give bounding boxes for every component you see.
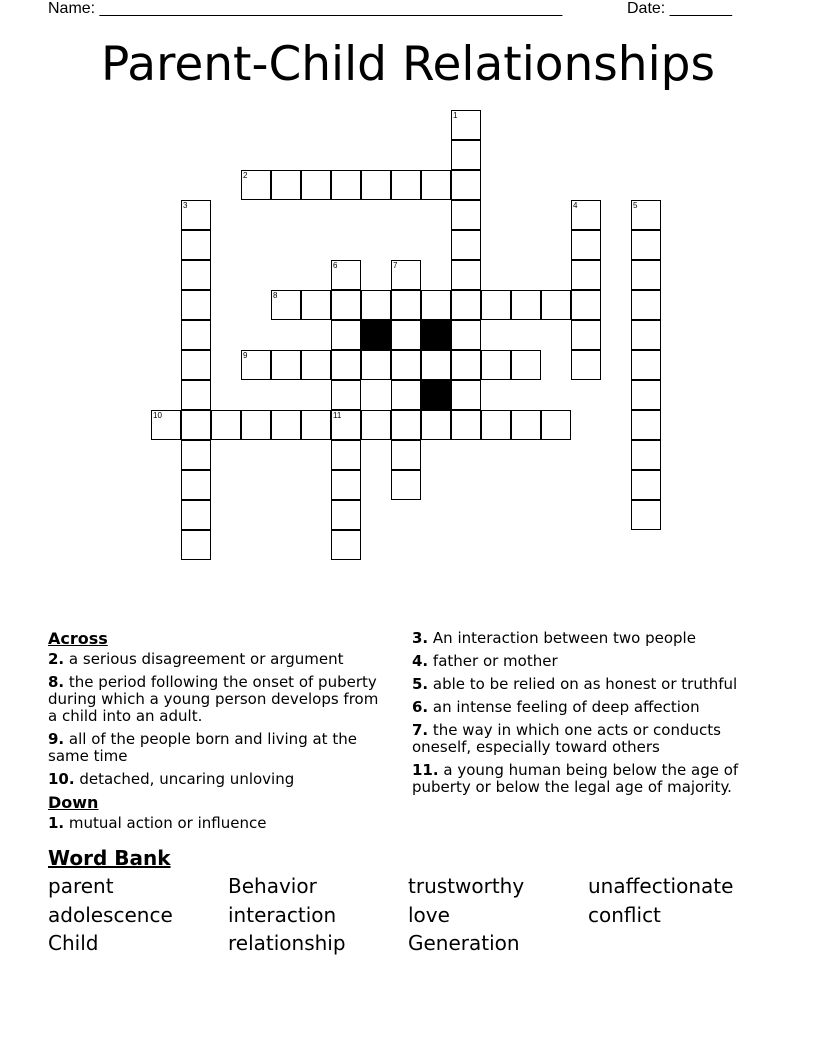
crossword-cell[interactable] bbox=[181, 380, 211, 410]
clue-number: 2 bbox=[243, 171, 248, 180]
crossword-cell[interactable] bbox=[301, 350, 331, 380]
crossword-cell[interactable] bbox=[391, 350, 421, 380]
crossword-cell[interactable] bbox=[571, 260, 601, 290]
crossword-cell[interactable] bbox=[271, 350, 301, 380]
crossword-cell[interactable] bbox=[451, 140, 481, 170]
crossword-cell[interactable] bbox=[571, 290, 601, 320]
word-bank-title: Word Bank bbox=[48, 846, 171, 870]
clue-down-11: 11. a young human being below the age of puberty or below the legal age of majority. bbox=[412, 761, 739, 796]
crossword-cell[interactable] bbox=[451, 350, 481, 380]
across-heading: Across bbox=[48, 629, 108, 648]
word-bank-item: Child bbox=[48, 931, 99, 955]
crossword-cell[interactable] bbox=[421, 350, 451, 380]
clue-number: 3 bbox=[183, 201, 188, 210]
crossword-cell[interactable] bbox=[361, 410, 391, 440]
crossword-cell[interactable] bbox=[421, 170, 451, 200]
crossword-cell[interactable] bbox=[451, 170, 481, 200]
crossword-cell[interactable] bbox=[181, 290, 211, 320]
word-bank-item: parent bbox=[48, 874, 114, 898]
clue-across-9: 9. all of the people born and living at the same time bbox=[48, 730, 357, 765]
crossword-cell[interactable] bbox=[541, 290, 571, 320]
crossword-cell[interactable] bbox=[451, 290, 481, 320]
crossword-cell[interactable] bbox=[631, 410, 661, 440]
crossword-cell[interactable] bbox=[241, 410, 271, 440]
crossword-cell[interactable] bbox=[631, 260, 661, 290]
crossword-cell[interactable] bbox=[631, 380, 661, 410]
clue-across-10: 10. detached, uncaring unloving bbox=[48, 770, 295, 788]
crossword-cell[interactable] bbox=[451, 410, 481, 440]
crossword-cell[interactable] bbox=[331, 320, 361, 350]
crossword-cell[interactable] bbox=[181, 530, 211, 560]
crossword-cell[interactable] bbox=[631, 500, 661, 530]
crossword-cell[interactable] bbox=[361, 290, 391, 320]
crossword-cell[interactable] bbox=[511, 410, 541, 440]
crossword-cell[interactable] bbox=[331, 350, 361, 380]
crossword-cell[interactable] bbox=[271, 170, 301, 200]
clue-across-8: 8. the period following the onset of puberty during which a young person develops from a child into an adult. bbox=[48, 673, 379, 725]
crossword-cell[interactable] bbox=[271, 410, 301, 440]
crossword-cell[interactable] bbox=[511, 350, 541, 380]
clue-down-7: 7. the way in which one acts or conducts oneself, especially toward others bbox=[412, 721, 721, 756]
crossword-cell[interactable] bbox=[181, 350, 211, 380]
clue-number: 7 bbox=[393, 261, 398, 270]
clue-number: 6 bbox=[333, 261, 338, 270]
crossword-cell[interactable] bbox=[331, 380, 361, 410]
down-heading: Down bbox=[48, 793, 99, 812]
word-bank-item: Behavior bbox=[228, 874, 317, 898]
crossword-cell[interactable] bbox=[481, 290, 511, 320]
crossword-cell[interactable] bbox=[391, 440, 421, 470]
crossword-cell[interactable] bbox=[181, 260, 211, 290]
crossword-block-cell bbox=[361, 320, 391, 350]
crossword-block-cell bbox=[421, 380, 451, 410]
name-field-label: Name: ____________________________________________________ bbox=[48, 0, 563, 17]
crossword-cell[interactable] bbox=[631, 230, 661, 260]
crossword-cell[interactable] bbox=[361, 350, 391, 380]
clues-column-right bbox=[412, 630, 767, 802]
crossword-cell[interactable] bbox=[331, 440, 361, 470]
word-bank-item: love bbox=[408, 903, 450, 927]
crossword-cell[interactable] bbox=[181, 320, 211, 350]
clue-number: 1 bbox=[453, 111, 458, 120]
clues-column-left bbox=[48, 630, 388, 838]
clue-number: 8 bbox=[273, 291, 278, 300]
crossword-cell[interactable] bbox=[331, 290, 361, 320]
crossword-cell[interactable] bbox=[421, 410, 451, 440]
date-field-label: Date: _______ bbox=[627, 0, 732, 17]
word-bank-item: adolescence bbox=[48, 903, 173, 927]
crossword-cell[interactable] bbox=[631, 350, 661, 380]
clue-number: 5 bbox=[633, 201, 638, 210]
crossword-cell[interactable] bbox=[301, 410, 331, 440]
crossword-cell[interactable] bbox=[391, 320, 421, 350]
clue-number: 11 bbox=[333, 411, 342, 420]
crossword-cell[interactable] bbox=[511, 290, 541, 320]
crossword-cell[interactable] bbox=[331, 500, 361, 530]
crossword-cell[interactable] bbox=[391, 170, 421, 200]
clue-number: 10 bbox=[153, 411, 162, 420]
crossword-cell[interactable] bbox=[331, 170, 361, 200]
crossword-cell[interactable] bbox=[451, 230, 481, 260]
clue-number: 9 bbox=[243, 351, 248, 360]
crossword-cell[interactable] bbox=[631, 470, 661, 500]
crossword-cell[interactable] bbox=[481, 410, 511, 440]
crossword-cell[interactable] bbox=[301, 290, 331, 320]
crossword-cell[interactable] bbox=[631, 320, 661, 350]
word-bank-item: unaffectionate bbox=[588, 874, 734, 898]
clue-across-2: 2. a serious disagreement or argument bbox=[48, 650, 344, 668]
clue-down-3: 3. An interaction between two people bbox=[412, 629, 696, 647]
crossword-cell[interactable] bbox=[331, 530, 361, 560]
word-bank-item: conflict bbox=[588, 903, 661, 927]
crossword-cell[interactable] bbox=[631, 440, 661, 470]
crossword-cell[interactable] bbox=[181, 500, 211, 530]
crossword-cell[interactable] bbox=[181, 230, 211, 260]
crossword-cell[interactable] bbox=[391, 290, 421, 320]
crossword-cell[interactable] bbox=[541, 410, 571, 440]
clue-down-1: 1. mutual action or influence bbox=[48, 814, 267, 832]
crossword-cell[interactable] bbox=[451, 320, 481, 350]
crossword-cell[interactable] bbox=[181, 440, 211, 470]
clue-down-4: 4. father or mother bbox=[412, 652, 558, 670]
crossword-cell[interactable] bbox=[421, 290, 451, 320]
crossword-cell[interactable] bbox=[391, 470, 421, 500]
crossword-cell[interactable] bbox=[331, 470, 361, 500]
word-bank-item: trustworthy bbox=[408, 874, 525, 898]
crossword-cell[interactable] bbox=[631, 290, 661, 320]
word-bank-item: relationship bbox=[228, 931, 346, 955]
word-bank-item: Generation bbox=[408, 931, 520, 955]
crossword-cell[interactable] bbox=[451, 200, 481, 230]
clue-number: 4 bbox=[573, 201, 578, 210]
crossword-cell[interactable] bbox=[301, 170, 331, 200]
crossword-cell[interactable] bbox=[451, 260, 481, 290]
crossword-cell[interactable] bbox=[391, 410, 421, 440]
crossword-cell[interactable] bbox=[481, 350, 511, 380]
crossword-block-cell bbox=[421, 320, 451, 350]
crossword-cell[interactable] bbox=[181, 410, 211, 440]
clue-down-6: 6. an intense feeling of deep affection bbox=[412, 698, 700, 716]
crossword-cell[interactable] bbox=[181, 470, 211, 500]
crossword-cell[interactable] bbox=[451, 380, 481, 410]
page-title: Parent-Child Relationships bbox=[101, 37, 715, 92]
crossword-cell[interactable] bbox=[571, 230, 601, 260]
crossword-cell[interactable] bbox=[211, 410, 241, 440]
crossword-cell[interactable] bbox=[361, 170, 391, 200]
clue-down-5: 5. able to be relied on as honest or truthful bbox=[412, 675, 738, 693]
crossword-cell[interactable] bbox=[571, 320, 601, 350]
crossword-cell[interactable] bbox=[571, 350, 601, 380]
word-bank-item: interaction bbox=[228, 903, 337, 927]
crossword-cell[interactable] bbox=[391, 380, 421, 410]
